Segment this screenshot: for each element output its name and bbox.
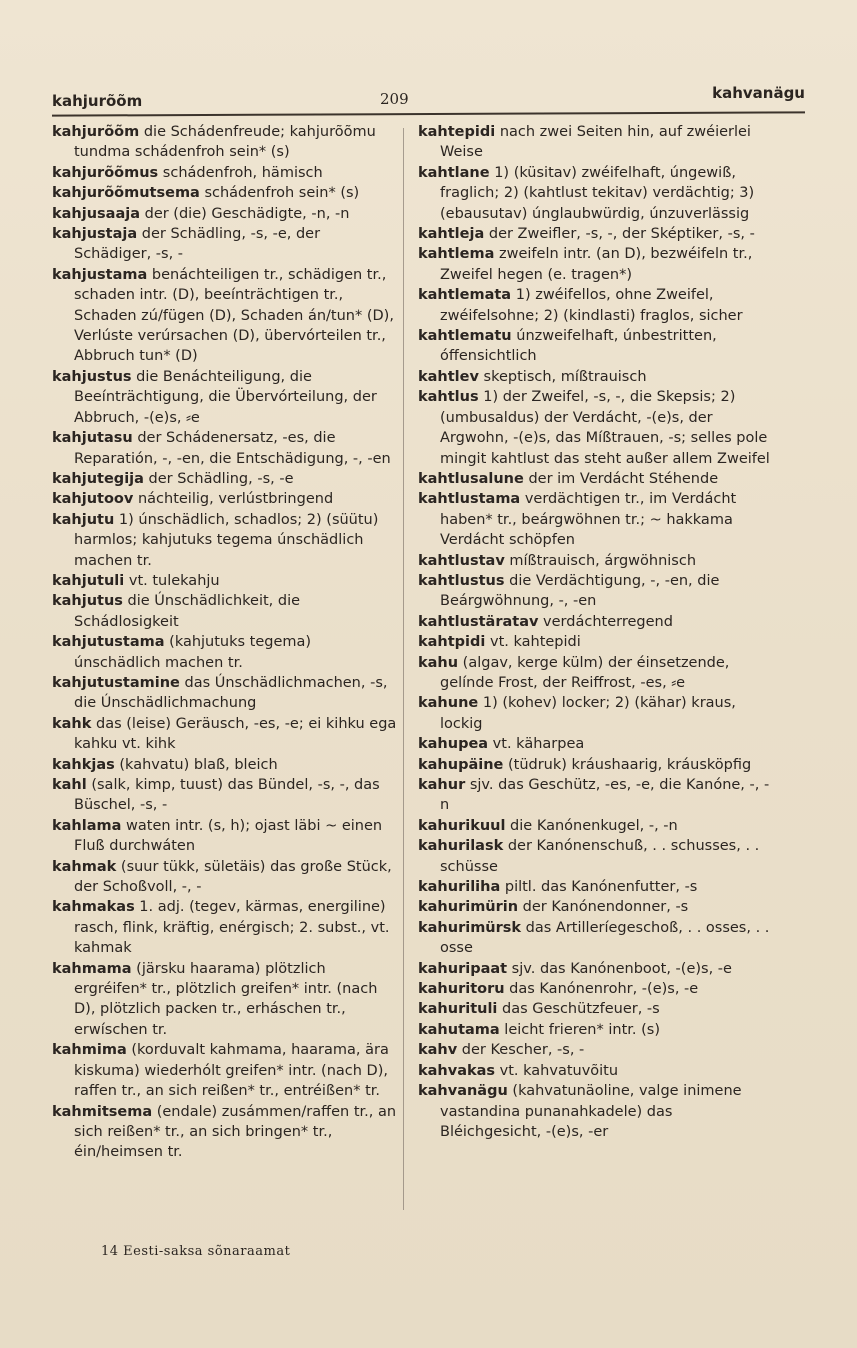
dictionary-entry: kahtlane 1) (küsitav) zwéifelhaft, úngewiß, fraglich; 2) (kahtlust tekitav) verdächtig; 3) (ebausutav) únglaubwürdig, únzuverlässig: [418, 164, 755, 222]
header-guide-word-right: kahvanägu: [712, 84, 805, 102]
entry-headword: kahjutus: [52, 593, 123, 610]
dictionary-entry: kahtepidi nach zwei Seiten hin, auf zwéierlei Weise: [418, 124, 751, 161]
dictionary-entry: kahurimürin der Kanónendonner, -s: [418, 899, 689, 916]
dictionary-entry: kahjutus die Únschädlichkeit, die Schádlosigkeit: [52, 593, 301, 630]
dictionary-entry: kahjurõõm die Schádenfreude; kahjurõõmu tundma schádenfroh sein* (s): [52, 124, 376, 161]
entry-headword: kahjutasu: [52, 430, 133, 447]
entry-headword: kahurimürsk: [418, 919, 522, 936]
entry-headword: kahuriliha: [418, 879, 501, 896]
dictionary-entry: kahjutu 1) únschädlich, schadlos; 2) (süütu) harmlos; kahjutuks tegema únschädlich machen tr.: [52, 511, 379, 569]
entry-headword: kahtlus: [418, 389, 479, 406]
dictionary-entry: kahupea vt. käharpea: [418, 736, 585, 753]
entry-headword: kahtlustav: [418, 552, 505, 569]
dictionary-entry: kahur sjv. das Geschütz, -es, -e, die Kanóne, -, -n: [418, 777, 770, 814]
entry-headword: kahtlev: [418, 368, 479, 385]
dictionary-entry: kahmima (korduvalt kahmama, haarama, ära kiskuma) wiederhólt greifen* intr. (nach D), raffen tr., an sich reißen* tr., entréißen* tr.: [52, 1042, 389, 1100]
entry-headword: kahjurõõmutsema: [52, 185, 200, 202]
entry-headword: kahuritoru: [418, 981, 505, 998]
dictionary-entry: kahjutustamine das Únschädlichmachen, -s, die Únschädlichmachung: [52, 674, 388, 712]
dictionary-entry: kahvanägu (kahvatunäoline, valge inimene vastandina punanahkadele) das Bléichgesicht, -(e)s, -er: [418, 1083, 742, 1140]
entry-headword: kahu: [418, 654, 459, 671]
dictionary-entry: kahtlustus die Verdächtigung, -, -en, die Beárgwöhnung, -, -en: [418, 572, 720, 610]
entry-headword: kahv: [418, 1042, 458, 1059]
entry-headword: kahjutustamine: [52, 674, 180, 691]
dictionary-entry: kahtlustav míßtrauisch, árgwöhnisch: [418, 552, 697, 569]
dictionary-entry: kahjustama benáchteiligen tr., schädigen tr., schaden intr. (D), beeínträchtigen tr., Schaden zú/fügen (D), Schaden án/tun* (D), Verlúste verúrsachen (D), übervórteilen tr., Abbruch tun* (D): [52, 266, 394, 365]
entry-headword: kahk: [52, 715, 92, 732]
dictionary-entry: kahtlev skeptisch, míßtrauisch: [418, 368, 647, 385]
page-header: [52, 84, 805, 110]
entry-headword: kahur: [418, 777, 466, 793]
entry-headword: kahtpidi: [418, 634, 486, 651]
entry-headword: kahuripaat: [418, 960, 508, 977]
dictionary-entry: kahtlemata 1) zwéifellos, ohne Zweifel, zwéifelsohne; 2) (kindlasti) fraglos, sicher: [418, 287, 743, 324]
dictionary-entry: kahurituli das Geschützfeuer, -s: [418, 1001, 660, 1018]
entry-headword: kahtlustama: [418, 491, 521, 508]
entry-headword: kahtlusalune: [418, 470, 524, 487]
dictionary-entry: kahtpidi vt. kahtepidi: [418, 634, 581, 651]
dictionary-entry: kahtlustäratav verdáchterregend: [418, 613, 673, 630]
entry-headword: kahvanägu: [418, 1083, 508, 1100]
entry-headword: kahjutu: [52, 511, 115, 528]
column-divider: [403, 128, 404, 1210]
dictionary-entry: kahjustus die Benáchteiligung, die Beeínträchtigung, die Übervórteilung, der Abbruch, -(e)s, ⸗e: [52, 368, 377, 426]
entry-headword: kahupea: [418, 736, 489, 753]
dictionary-entry: kahv der Kescher, -s, -: [418, 1042, 585, 1059]
dictionary-entry: kahurikuul die Kanónenkugel, -, -n: [418, 817, 678, 834]
dictionary-entry: kahjutuli vt. tulekahju: [52, 572, 220, 589]
dictionary-entry: kahuripaat sjv. das Kanónenboot, -(e)s, -e: [418, 960, 732, 977]
dictionary-entry: kahuriliha piltl. das Kanónenfutter, -s: [418, 879, 698, 896]
entry-headword: kahutama: [418, 1021, 500, 1038]
entry-headword: kahjutegija: [52, 470, 144, 487]
entry-headword: kahune: [418, 695, 479, 712]
entry-headword: kahurikuul: [418, 817, 506, 834]
dictionary-entry: kahtlusalune der im Verdácht Stéhende: [418, 470, 719, 487]
header-rule: [52, 111, 805, 116]
dictionary-entry: kahjutegija der Schädling, -s, -e: [52, 470, 294, 487]
dictionary-entry: kahtleja der Zweifler, -s, -, der Sképtiker, -s, -: [418, 226, 755, 243]
dictionary-entry: kahjusaaja der (die) Geschädigte, -n, -n: [52, 205, 350, 222]
dictionary-entry: kahtlema zweifeln intr. (an D), bezwéifeln tr., Zweifel hegen (e. tragen*): [418, 246, 753, 283]
entry-headword: kahjurõõm: [52, 124, 140, 140]
entry-headword: kahtleja: [418, 226, 485, 243]
entry-headword: kahtepidi: [418, 124, 496, 140]
entry-headword: kahtlemata: [418, 287, 512, 304]
dictionary-entry: kahu (algav, kerge külm) der éinsetzende, gelínde Frost, der Reiffrost, -es, ⸗e: [418, 654, 730, 691]
dictionary-entry: kahjutustama (kahjutuks tegema) únschädlich machen tr.: [52, 634, 312, 671]
entry-headword: kahl: [52, 777, 87, 793]
dictionary-entry: kahurimürsk das Artilleríegeschoß, . . osses, . . osse: [418, 919, 770, 957]
dictionary-entry: kahutama leicht frieren* intr. (s): [418, 1021, 660, 1038]
entry-headword: kahurimürin: [418, 899, 519, 916]
dictionary-entry: kahmama (järsku haarama) plötzlich ergréifen* tr., plötzlich greifen* intr. (nach D), plötzlich packen tr., erháschen tr., erwíschen tr.: [52, 960, 378, 1038]
entry-headword: kahmak: [52, 858, 117, 875]
dictionary-entry: kahjurõõmus schádenfroh, hämisch: [52, 164, 323, 181]
dictionary-entry: kahlama waten intr. (s, h); ojast läbi ~ einen Fluß durchwáten: [52, 817, 383, 855]
entry-headword: kahjustus: [52, 368, 132, 385]
entry-headword: kahmima: [52, 1042, 127, 1059]
entry-headword: kahmama: [52, 960, 132, 977]
dictionary-entry: kahmakas 1. adj. (tegev, kärmas, energiline) rasch, flink, kräftig, enérgisch; 2. subst., vt. kahmak: [52, 899, 390, 957]
dictionary-entry: kahune 1) (kohev) locker; 2) (kähar) kraus, lockig: [418, 695, 736, 732]
entry-headword: kahvakas: [418, 1062, 496, 1079]
entry-headword: kahtlematu: [418, 328, 512, 345]
dictionary-entry: kahk das (leise) Geräusch, -es, -e; ei kihku ega kahku vt. kihk: [52, 715, 397, 753]
entry-headword: kahurituli: [418, 1001, 498, 1018]
entry-headword: kahtlane: [418, 164, 490, 181]
dictionary-entry: kahl (salk, kimp, tuust) das Bündel, -s, -, das Büschel, -s, -: [52, 777, 380, 814]
dictionary-entry: kahjutoov náchteilig, verlústbringend: [52, 491, 334, 508]
header-guide-word-left: kahjurõõm: [52, 92, 143, 110]
dictionary-entry: kahjutasu der Schádenersatz, -es, die Reparatión, -, -en, die Entschädigung, -, -en: [52, 430, 391, 467]
entry-headword: kahlama: [52, 817, 122, 834]
dictionary-entry: kahmitsema (endale) zusámmen/raffen tr., an sich reißen* tr., an sich bringen* tr., éin/heimsen tr.: [52, 1103, 397, 1161]
entry-headword: kahtlema: [418, 246, 495, 263]
dictionary-entry: kahmak (suur tükk, sületäis) das große Stück, der Schoßvoll, -, -: [52, 858, 392, 896]
dictionary-entry: kahjustaja der Schädling, -s, -e, der Schädiger, -s, -: [52, 226, 321, 263]
entry-headword: kahjutoov: [52, 491, 134, 508]
dictionary-entry: kahvakas vt. kahvatuvõitu: [418, 1062, 619, 1079]
dictionary-entry: kahupäine (tüdruk) kráushaarig, kráusköpfig: [418, 756, 752, 773]
left-column: [52, 122, 398, 1163]
entry-headword: kahjusaaja: [52, 205, 140, 222]
entry-headword: kahjustaja: [52, 226, 138, 243]
dictionary-entry: kahtlematu únzweifelhaft, únbestritten, óffensichtlich: [418, 328, 717, 365]
entry-headword: kahjutuli: [52, 572, 125, 589]
dictionary-entry: kahjurõõmutsema schádenfroh sein* (s): [52, 185, 360, 202]
dictionary-entry: kahkjas (kahvatu) blaß, bleich: [52, 756, 278, 773]
dictionary-entry: kahuritoru das Kanónenrohr, -(e)s, -e: [418, 981, 699, 998]
entry-headword: kahtlustus: [418, 572, 505, 589]
entry-headword: kahjutustama: [52, 634, 165, 651]
right-column: [418, 122, 770, 1142]
page-footer: 14 Eesti-saksa sõnaraamat: [101, 1244, 291, 1259]
entry-headword: kahkjas: [52, 756, 115, 773]
dictionary-entry: kahurilask der Kanónenschuß, . . schusses, . . schüsse: [418, 838, 760, 875]
entry-headword: kahmitsema: [52, 1103, 153, 1120]
dictionary-entry: kahtlus 1) der Zweifel, -s, -, die Skepsis; 2) (umbusaldus) der Verdácht, -(e)s, der Argwohn, -(e)s, das Míßtrauen, -s; selles pole mingit kahtlust das steht außer allem Zweifel: [418, 389, 770, 467]
dictionary-entry: kahtlustama verdächtigen tr., im Verdácht haben* tr., beárgwöhnen tr.; ~ hakkama Verdácht schöpfen: [418, 491, 737, 549]
page-number: 209: [380, 90, 409, 108]
entry-headword: kahupäine: [418, 756, 504, 773]
entry-headword: kahjurõõmus: [52, 164, 159, 181]
entry-headword: kahtlustäratav: [418, 613, 539, 630]
entry-headword: kahjustama: [52, 266, 148, 283]
entry-headword: kahurilask: [418, 838, 504, 855]
entry-headword: kahmakas: [52, 899, 135, 916]
